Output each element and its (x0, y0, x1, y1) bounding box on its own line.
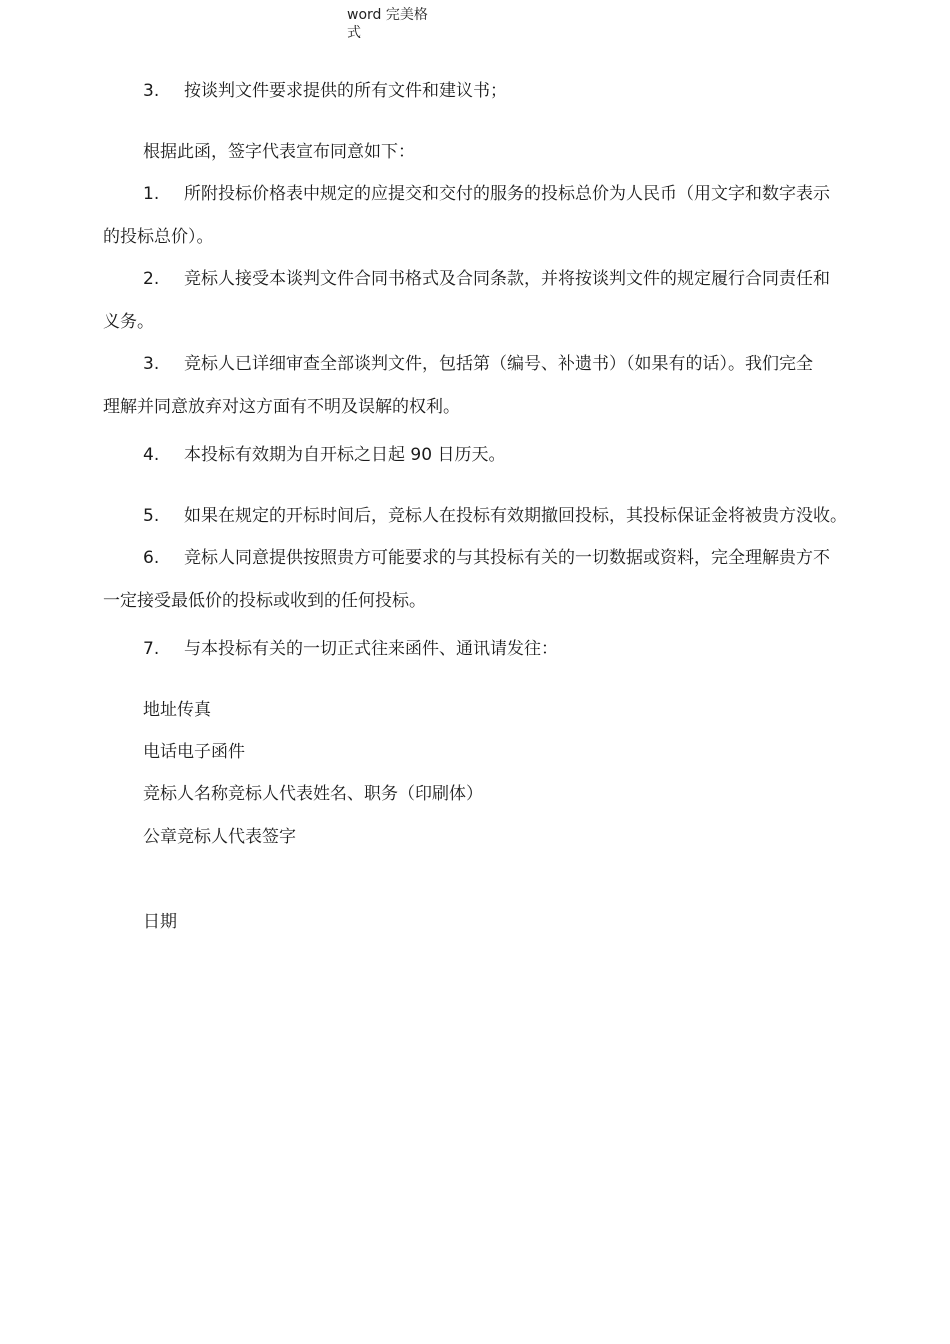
header-note: word 完美格式 (347, 7, 428, 41)
item-number: 7. (143, 639, 160, 659)
list-item-2 (143, 268, 830, 290)
list-item-2-cont: 义务。 (103, 312, 154, 332)
seal-signature-line: 公章竞标人代表签字 (143, 827, 296, 847)
intro-paragraph: 根据此函，签字代表宣布同意如下： (143, 142, 415, 162)
list-item-6-cont: 一定接受最低价的投标或收到的任何投标。 (103, 591, 426, 611)
item-number: 6. (143, 548, 160, 568)
item-number: 3. (143, 354, 160, 374)
item-text: 按谈判文件要求提供的所有文件和建议书； (184, 81, 507, 101)
list-item-1 (143, 183, 830, 205)
item-text: 如果在规定的开标时间后，竞标人在投标有效期撤回投标，其投标保证金将被贵方没收。 (184, 506, 847, 526)
bidder-name-rep-line: 竞标人名称竞标人代表姓名、职务（印刷体） (143, 784, 483, 804)
item-text: 与本投标有关的一切正式往来函件、通讯请发往： (184, 639, 558, 659)
item-text: 竞标人同意提供按照贵方可能要求的与其投标有关的一切数据或资料，完全理解贵方不 (184, 548, 830, 568)
list-item-5 (143, 505, 847, 527)
list-item-7 (143, 638, 558, 660)
item-number: 5. (143, 506, 160, 526)
item-number: 4. (143, 445, 160, 465)
item-text: 所附投标价格表中规定的应提交和交付的服务的投标总价为人民币（用文字和数字表示 (184, 184, 830, 204)
list-item-3-cont: 理解并同意放弃对这方面有不明及误解的权利。 (103, 397, 460, 417)
list-item-4 (143, 444, 505, 466)
item-text: 竞标人已详细审查全部谈判文件，包括第（编号、补遗书）（如果有的话）。我们完全 (184, 354, 813, 374)
item-text: 本投标有效期为自开标之日起 90 日历天。 (184, 445, 506, 465)
item-text: 竞标人接受本谈判文件合同书格式及合同条款，并将按谈判文件的规定履行合同责任和 (184, 269, 830, 289)
list-item-1-cont: 的投标总价）。 (103, 227, 214, 247)
list-item-prev-3 (143, 80, 507, 102)
list-item-6 (143, 547, 830, 569)
list-item-3 (143, 353, 813, 375)
item-number: 2. (143, 269, 160, 289)
item-number: 3. (143, 81, 160, 101)
date-line: 日期 (143, 912, 177, 932)
item-number: 1. (143, 184, 160, 204)
phone-email-line: 电话电子函件 (143, 742, 245, 762)
address-fax-line: 地址传真 (143, 700, 211, 720)
